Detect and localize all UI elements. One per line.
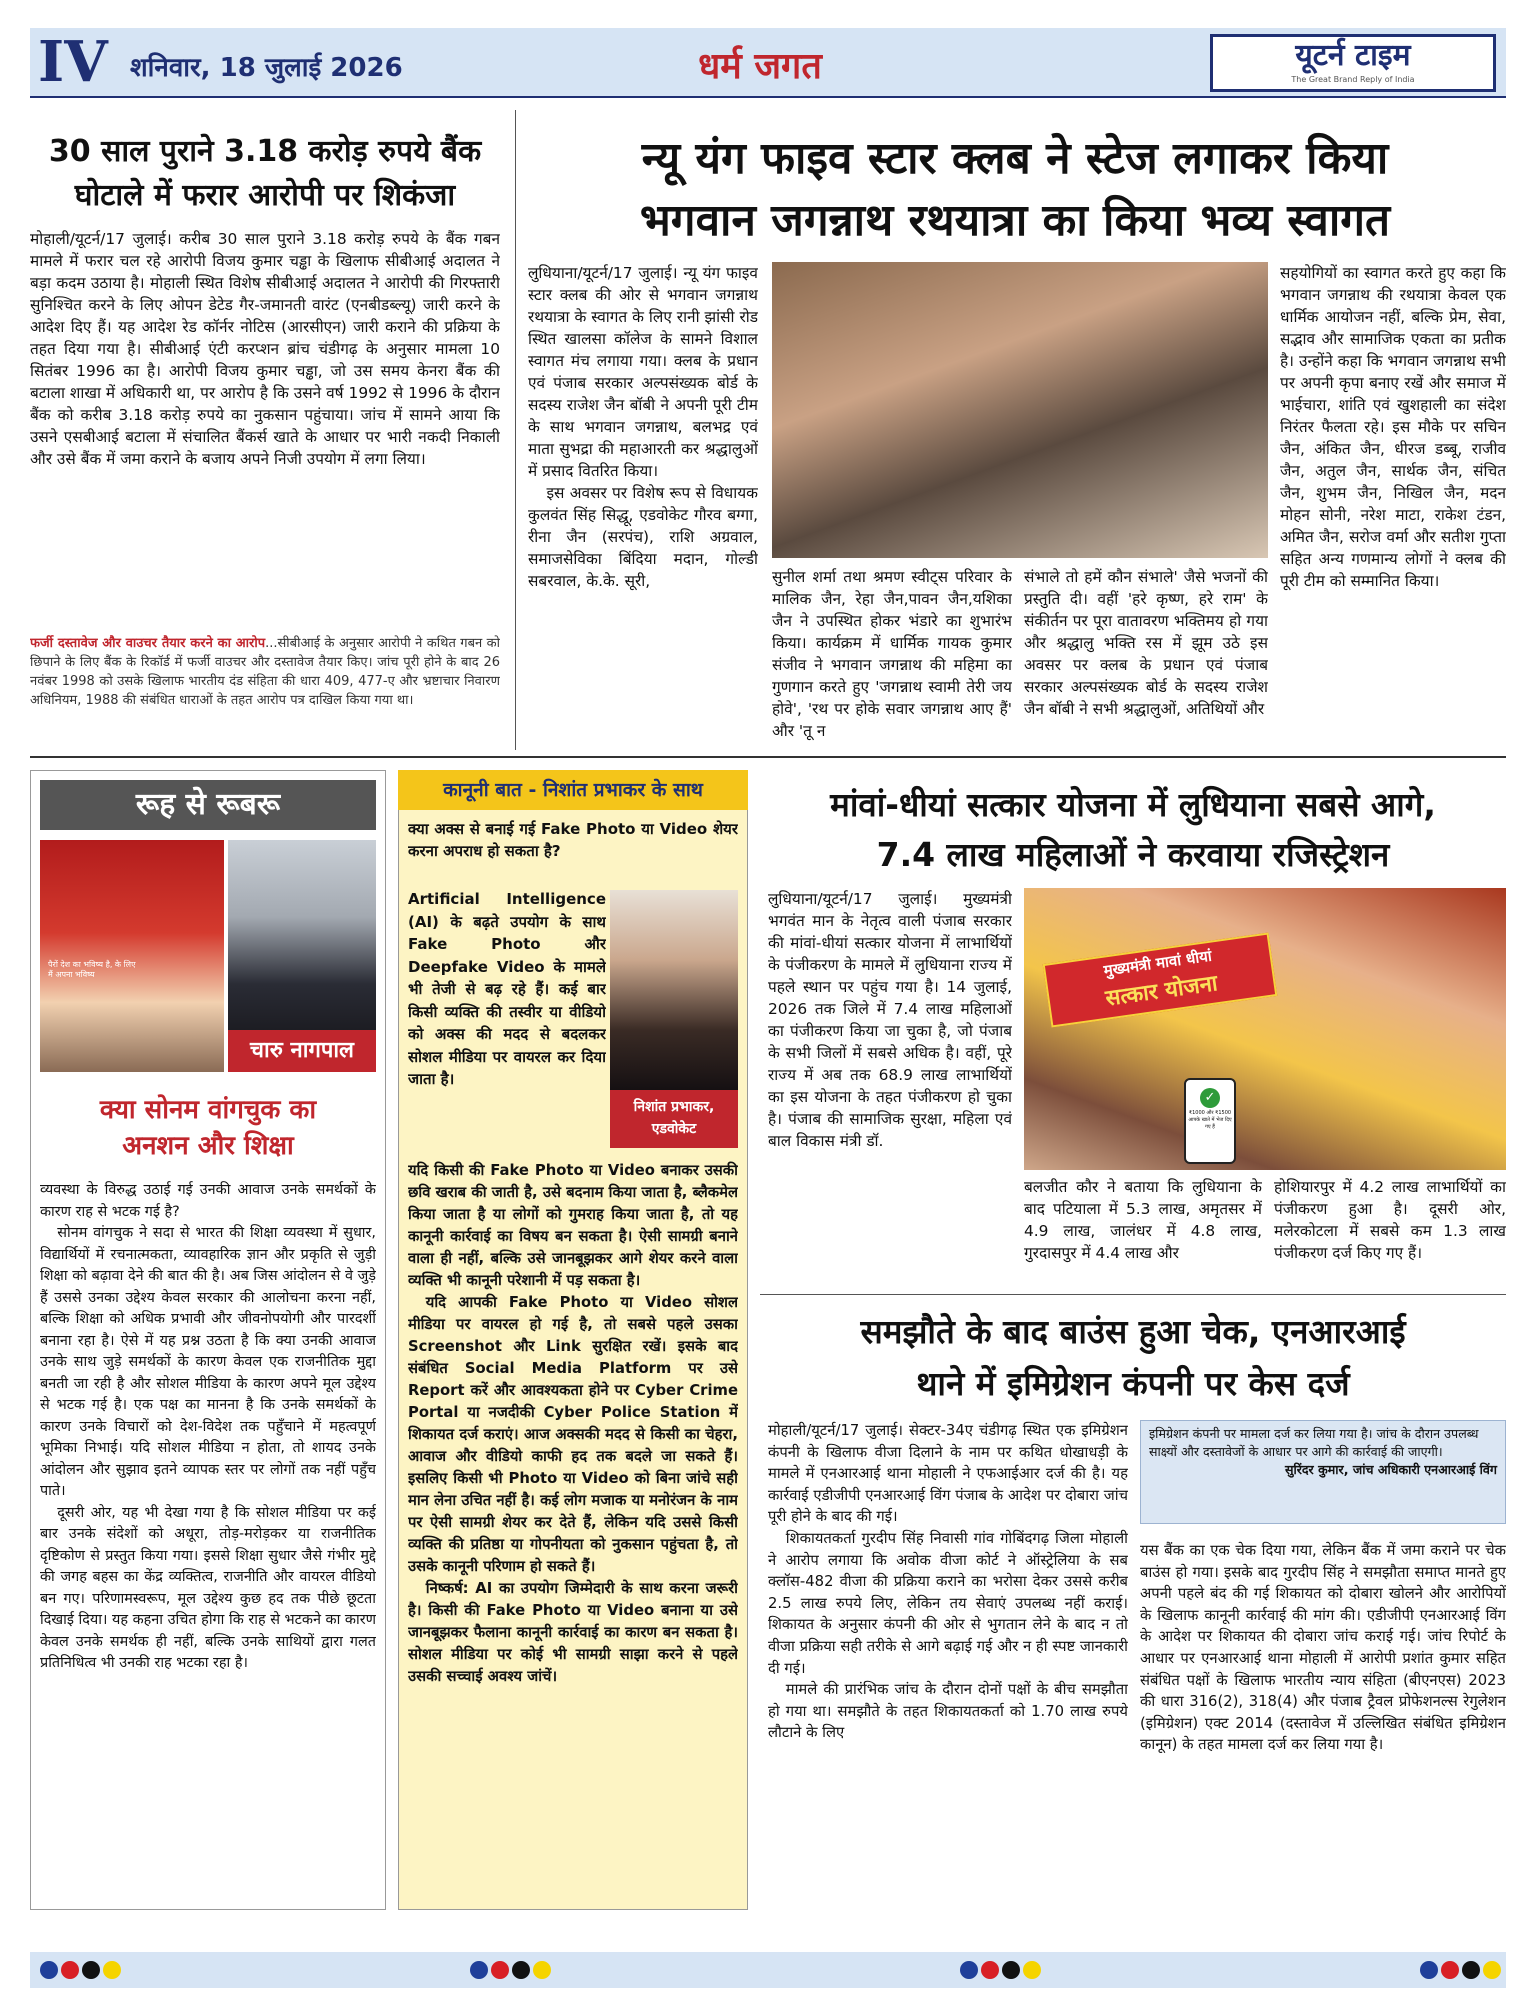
rathyatra-photo <box>772 262 1268 558</box>
story6-headline-line2: थाने में इमिग्रेशन कंपनी पर केस दर्ज <box>916 1364 1350 1403</box>
registration-dot <box>1420 1961 1438 1979</box>
story6-col1 <box>768 1420 1128 1908</box>
story3-paragraph3: दूसरी ओर, यह भी देखा गया है कि सोशल मीडिया पर कई बार उनके संदेशों को अधूरा, तोड़-मरोड़कर या राजनीतिक दृष्टिकोण से प्रस्तुत किया गया। इससे शिक्षा सुधार जैसे गंभीर मुद्दे की जगह बहस का केंद्र व्यक्तित्व, राजनीति और वायरल वीडियो बन गए। परिणामस्वरूप, मूल उद्देश्य कुछ हद तक पीछे छूटता दिखाई दिया। यह कहना उचित होगा कि राह से भटकने का कारण केवल उनके समर्थक ही नहीं, बल्कि उनके साथियों द्वारा गलत प्रतिनिधित्व भी उनकी राह भटका रहा है। <box>40 1504 376 1671</box>
story2-headline <box>525 128 1505 252</box>
story1-paragraph: मोहाली/यूटर्न/17 जुलाई। करीब 30 साल पुराने 3.18 करोड़ रुपये के बैंक गबन मामले में फरार चल रहे आरोपी विजय कुमार चड्ढा के खिलाफ सीबीआई अदालत ने बड़ा कदम उठाया है। मोहाली स्थित विशेष सीबीआई अदालत ने आरोपी की गिरफ्तारी सुनिश्चित करने के लिए ओपन डेटेड गैर-जमानती वारंट (एनबीडब्ल्यू) जारी करने के आदेश दिए हैं। यह आदेश रेड कॉर्नर नोटिस (आरसीएन) जारी कराने की प्रक्रिया के तहत दिया गया है। सीबीआई एंटी करप्शन ब्रांच चंडीगढ़ के अनुसार मामला 10 सितंबर 1996 का है। आरोपी विजय कुमार चड्ढा, जो उस समय केनरा बैंक की बटाला शाखा में अधिकारी था, पर आरोप है कि उसने वर्ष 1992 से 1996 के दौरान बैंक को करीब 3.18 करोड़ रुपये का नुकसान पहुंचाया। जांच में सामने आया कि उसने एसबीआई बटाला में संचालित बैंकर्स खाते के आधार पर भारी नकदी निकाली और उसे बैंक में जमा कराने के बजाय अपने निजी उपयोग में लगा लिया। <box>30 230 500 468</box>
story4-intro <box>408 888 606 1156</box>
story4-question <box>408 818 738 884</box>
story2-col2 <box>772 566 1012 748</box>
story2-col2-paragraph: सुनील शर्मा तथा श्रमण स्वीट्स परिवार के मालिक जैन, रेहा जैन,पावन जैन,यशिका जैन ने उपस्थित होकर भंडारे का शुभारंभ किया। कार्यक्रम में धार्मिक गायक कुमार संजीव ने भगवान जगन्नाथ की महिमा का गुणगान करते हुए 'जगन्नाथ स्वामी तेरी जय होवे', 'रथ पर होके सवार जगन्नाथ आए हैं' और 'तू न <box>772 568 1012 740</box>
scheme-banner-line2: सत्कार योजना <box>1104 971 1220 1012</box>
story1-headline-line2: घोटाले में फरार आरोपी पर शिकंजा <box>74 178 456 213</box>
section-title: धर्म जगत <box>698 46 822 87</box>
quote-box <box>1140 1420 1506 1524</box>
registration-dot <box>1483 1961 1501 1979</box>
story2-col1-paragraph1: लुधियाना/यूटर्न/17 जुलाई। न्यू यंग फाइव स्टार क्लब की ओर से भगवान जगन्नाथ रथयात्रा के स्वागत के लिए रानी झांसी रोड स्थित खालसा कॉलेज के सामने विशाल स्वागत मंच लगाया गया। क्लब के प्रधान एवं पंजाब सरकार अल्पसंख्यक बोर्ड के सदस्य राजेश जैन बॉबी ने अपनी पूरी टीम के साथ भगवान जगन्नाथ, बलभद्र एवं माता सुभद्रा की महाआरती कर श्रद्धालुओं में प्रसाद वितरित किया। <box>528 264 758 480</box>
scheme-banner-line1: मुख्यमंत्री मावां धीयां <box>1102 946 1213 980</box>
story6-paragraph2: शिकायतकर्ता गुरदीप सिंह निवासी गांव गोबिंदगढ़ जिला मोहाली ने आरोप लगाया कि अवोक वीजा कोर्ट ने ऑस्ट्रेलिया के सब क्लॉस-482 वीजा की प्रक्रिया कराने का भरोसा देकर उससे करीब 2.5 लाख रुपये लिए, लेकिन तय सेवाएं उपलब्ध नहीं कराई। शिकायत के अनुसार कंपनी की ओर से भुगतान लेने के बाद न तो वीजा प्रक्रिया सही तरीके से आगे बढ़ाई गई और न ही स्पष्ट जानकारी दी गई। <box>768 1529 1128 1677</box>
story2-col1 <box>528 262 758 748</box>
registration-dot <box>1462 1961 1480 1979</box>
story1-box-text: ...सीबीआई के अनुसार आरोपी ने कथित गबन को छिपाने के लिए बैंक के रिकॉर्ड में फर्जी वाउचर और दस्तावेज तैयार किए। जांच पूरी होने के बाद 26 नवंबर 1998 को उसके खिलाफ भारतीय दंड संहिता की धारा 409, 477-ए और भ्रष्टाचार निवारण अधिनियम, 1988 की संबंधित धाराओं के तहत आरोप पत्र दाखिल किया गया था। <box>30 636 500 708</box>
phone-graphic <box>1184 1078 1236 1164</box>
registration-group-mid <box>470 1961 554 1983</box>
poster-caption: पैरों देश का भविष्य है, के लिए मैं अपना भविष्य <box>48 960 136 979</box>
registration-dot <box>533 1961 551 1979</box>
story5-col3-paragraph: होशियारपुर में 4.2 लाख लाभार्थियों का पंजीकरण हुआ है। दूसरी ओर, मलेरकोटला में सबसे कम 1.3 लाख पंजीकरण दर्ज किए गए हैं। <box>1274 1178 1506 1262</box>
story4-body <box>408 1160 738 1902</box>
quote-attribution: सुरिंदर कुमार, जांच अधिकारी एनआरआई विंग <box>1284 1462 1497 1477</box>
story3-box-title: रूह से रूबरू <box>40 780 376 830</box>
registration-dot <box>491 1961 509 1979</box>
registration-marks <box>0 1961 1536 1979</box>
story5-col1-paragraph: लुधियाना/यूटर्न/17 जुलाई। मुख्यमंत्री भगवंत मान के नेतृत्व वाली पंजाब सरकार की मांवां-धीयां सत्कार योजना में लाभार्थियों के पंजीकरण के मामले में लुधियाना राज्य में पहले स्थान पर पहुंच गया है। 14 जुलाई, 2026 तक जिले में 7.4 लाख महिलाओं का पंजीकरण किया जा चुका है, जो पंजाब के सभी जिलों में सबसे अधिक है। वहीं, पूरे राज्य में अब तक 68.9 लाख लाभार्थियों का इस योजना के तहत पंजीकरण हो चुका है। पंजाब की सामाजिक सुरक्षा, महिला एवं बाल विकास मंत्री डॉ. <box>768 890 1012 1150</box>
story1-body <box>30 228 500 632</box>
story4-intro-text: Artificial Intelligence (AI) के बढ़ते उपयोग के साथ Fake Photo और Deepfake Video के मामले भी तेजी से बढ़ रहे हैं। कई बार किसी व्यक्ति की तस्वीर या वीडियो को अक्स की मदद से बदलकर सोशल मीडिया पर वायरल कर दिया जाता है। <box>408 890 606 1088</box>
story2-col3-paragraph: संभाले तो हमें कौन संभाले' जैसे भजनों की प्रस्तुति दी। वहीं 'हरे कृष्ण, हरे राम' के संकीर्तन पर पूरा वातावरण भक्तिमय हो गया और श्रद्धालु भक्ति रस में झूम उठे इस अवसर पर क्लब के प्रधान एवं पंजाब सरकार अल्पसंख्यक बोर्ड के सदस्य राजेश जैन बॉबी ने सभी श्रद्धालुओं, अतिथियों और <box>1024 568 1268 718</box>
story6-divider <box>760 1294 1506 1295</box>
story2-col1-paragraph2: इस अवसर पर विशेष रूप से विधायक कुलवंत सिंह सिद्धू, एडवोकेट गौरव बग्गा, रीना जैन (सरपंच), राशि अग्रवाल, समाजसेविका बिंदिया मदान, गोल्डी सबरवाल, के.के. सूरी, <box>528 484 758 590</box>
advocate-photo <box>610 890 738 1090</box>
story6-headline <box>760 1306 1506 1410</box>
registration-dot <box>1023 1961 1041 1979</box>
registration-group-right <box>1420 1961 1504 1983</box>
story5-col2-paragraph: बलजीत कौर ने बताया कि लुधियाना के बाद पटियाला में 5.3 लाख, अमृतसर में 4.9 लाख, जालंधर में 4.8 लाख, गुरदासपुर में 4.4 लाख और <box>1024 1178 1262 1262</box>
story5-col3 <box>1274 1176 1506 1286</box>
section-divider <box>30 756 1506 758</box>
story3-headline-line2: अनशन और शिक्षा <box>122 1131 294 1161</box>
story4-paragraph2: यदि किसी की Fake Photo या Video बनाकर उसकी छवि खराब की जाती है, उसे बदनाम किया जाता है, ब्लैकमेल किया जाता है या लोगों को गुमराह किया जाता है, तो यह कानूनी कार्रवाई का विषय बन सकता है। ऐसी सामग्री बनाने वाला ही नहीं, बल्कि उसे जानबूझकर आगे शेयर करने वाला व्यक्ति भी कानूनी परेशानी में पड़ सकता है। <box>408 1162 738 1289</box>
page-number: IV <box>38 29 108 95</box>
scheme-banner <box>1043 932 1278 1027</box>
brand-logo <box>1210 34 1496 92</box>
story6-col2-paragraph: यस बैंक का एक चेक दिया गया, लेकिन बैंक में जमा कराने पर चेक बाउंस हो गया। इसके बाद गुरदीप सिंह ने समझौता समाप्त मानते हुए अपनी पहले बंद की गई शिकायत को दोबारा खोलने और आरोपियों के खिलाफ कानूनी कार्रवाई की मांग की। एडीजीपी एनआरआई विंग के आदेश पर शिकायत की दोबारा जांच कराई गई। जांच रिपोर्ट के आधार पर एनआरआई थाना मोहाली में आरोपी प्रशांत कुमार सहित संबंधित पक्षों के खिलाफ भारतीय न्याय संहिता (बीएनएस) 2023 की धारा 316(2), 318(4) और पंजाब ट्रैवल प्रोफेशनल्स रेगुलेशन (इमिग्रेशन) एक्ट 2014 (दस्तावेज में उल्लिखित संबंधित इमिग्रेशन कानून) के तहत मामला दर्ज कर लिया गया है। <box>1140 1542 1506 1754</box>
quote-text: इमिग्रेशन कंपनी पर मामला दर्ज कर लिया गया है। जांच के दौरान उपलब्ध साक्ष्यों और दस्तावेजों के आधार पर आगे की कार्रवाई की जाएगी। <box>1149 1426 1479 1459</box>
registration-group-left <box>40 1961 124 1983</box>
story4-paragraph3: यदि आपकी Fake Photo या Video सोशल मीडिया पर वायरल हो गई है, तो सबसे पहले उसका Screenshot और Link सुरक्षित रखें। इसके बाद संबंधित Social Media Platform पर उसे Report करें और आवश्यकता होने पर Cyber Crime Portal या नजदीकी Cyber Police Station में शिकायत दर्ज कराएं। आज अक्सकी मदद से किसी का चेहरा, आवाज और वीडियो काफी हद तक बदले जा सकते हैं। इसलिए किसी भी Photo या Video को बिना जांचे सही मान लेना उचित नहीं है। कई लोग मजाक या मनोरंजन के नाम पर ऐसी सामग्री शेयर कर देते हैं, लेकिन यदि उससे किसी व्यक्ति की प्रतिष्ठा या गोपनीयता को नुकसान पहुंचता है, तो उसके कानूनी परिणाम हो सकते हैं। <box>408 1294 738 1575</box>
story6-col2 <box>1140 1540 1506 1908</box>
story4-paragraph4: निष्कर्ष: AI का उपयोग जिम्मेदारी के साथ करना जरूरी है। किसी की Fake Photo या Video बनाना या उसे जानबूझकर फैलाना कानूनी कार्रवाई का कारण बन सकता है। सोशल मीडिया पर कोई भी सामग्री साझा करने से पहले उसकी सच्चाई अवश्य जांचें। <box>408 1580 738 1685</box>
registration-dot <box>512 1961 530 1979</box>
story1-headline <box>30 130 500 218</box>
story6-headline-line1: समझौते के बाद बाउंस हुआ चेक, एनआरआई <box>860 1312 1406 1351</box>
story5-headline <box>760 780 1506 880</box>
story2-col4-paragraph: सहयोगियों का स्वागत करते हुए कहा कि भगवान जगन्नाथ की रथयात्रा केवल एक धार्मिक आयोजन नहीं, बल्कि प्रेम, सेवा, सद्भाव और सामाजिक एकता का प्रतीक है। उन्होंने कहा कि भगवान जगन्नाथ सभी पर अपनी कृपा बनाए रखें और समाज में भाईचारा, शांति एवं खुशहाली का संदेश निरंतर फैलता रहे। इस मौके पर सचिन जैन, अंकित जैन, धीरज डब्बू, राजीव जैन, अतुल जैन, सार्थक जैन, संचित जैन, शुभम जैन, निखिल जैन, मदन मोहन सोनी, नरेश माटा, राकेश टंडन, अमित जैन, सरोज वर्मा और सतीश गुप्ता सहित अन्य गणमान्य लोगों ने क्लब की पूरी टीम को सम्मानित किया। <box>1280 264 1506 590</box>
registration-dot <box>40 1961 58 1979</box>
brand-name: यूटर्न टाइम <box>1295 38 1411 73</box>
story5-col2 <box>1024 1176 1262 1286</box>
check-icon: ✓ <box>1200 1088 1220 1108</box>
story2-headline-line2: भगवान जगन्नाथ रथयात्रा का किया भव्य स्वागत <box>639 195 1391 246</box>
scheme-photo <box>1024 888 1506 1170</box>
story5-headline-line2: 7.4 लाख महिलाओं ने करवाया रजिस्ट्रेशन <box>876 835 1390 874</box>
story3-headline-line1: क्या सोनम वांगचुक का <box>99 1095 317 1125</box>
registration-dot <box>103 1961 121 1979</box>
story5-col1 <box>768 888 1012 1282</box>
story3-body <box>40 1180 376 1902</box>
issue-date: शनिवार, 18 जुलाई 2026 <box>130 53 403 83</box>
registration-dot <box>981 1961 999 1979</box>
story4-header: कानूनी बात - निशांत प्रभाकर के साथ <box>398 770 748 810</box>
registration-dot <box>61 1961 79 1979</box>
phone-text: ₹1000 और ₹1500 आपके खाते में भेज दिए गए हैं <box>1188 1110 1232 1130</box>
registration-group-mid2 <box>960 1961 1044 1983</box>
story1-headline-line1: 30 साल पुराने 3.18 करोड़ रुपये बैंक <box>48 134 482 169</box>
story1-box <box>30 634 500 744</box>
author-name: चारु नागपाल <box>228 1030 376 1072</box>
brand-tagline: The Great Brand Reply of India <box>1291 75 1415 84</box>
registration-dot <box>960 1961 978 1979</box>
registration-dot <box>1002 1961 1020 1979</box>
wangchuk-photo <box>40 840 224 1072</box>
story3-paragraph2: सोनम वांगचुक ने सदा से भारत की शिक्षा व्यवस्था में सुधार, विद्यार्थियों में रचनात्मकता, व्यावहारिक ज्ञान और प्रकृति से जुड़ी शिक्षा को बढ़ावा देने की बात की है। अब जिस आंदोलन से वे जुड़े हैं उससे उनका उद्देश्य केवल सरकार की आलोचना करना नहीं, बल्कि शिक्षा को अधिक प्रभावी और जीवनोपयोगी और पारदर्शी बनाना रहा है। ऐसे में यह प्रश्न उठता है कि क्या उनकी आवाज उनके साथ जुड़े समर्थकों के कारण केवल एक राजनीतिक मुद्दा बनती जा रही है और सोशल मीडिया के कारण अपने मूल उद्देश्य से भटक गई है। एक पक्ष का मानना है कि उनके समर्थकों के कारण उनके विचारों को देश-विदेश तक पहुँचाने में महत्वपूर्ण भूमिका निभाई। यदि सोशल मीडिया न होता, तो शायद उनके आंदोलन और सुझाव इतने व्यापक स्तर पर लोगों तक नहीं पहुँच पाते। <box>40 1225 376 1499</box>
registration-dot <box>1441 1961 1459 1979</box>
registration-dot <box>82 1961 100 1979</box>
story1-box-lead: फर्जी दस्तावेज और वाउचर तैयार करने का आरोप <box>30 636 266 651</box>
story3-headline <box>40 1092 376 1164</box>
story2-col3 <box>1024 566 1268 748</box>
story4-question-text: क्या अक्स से बनाई गई Fake Photo या Video शेयर करना अपराध हो सकता है? <box>408 820 738 860</box>
story6-paragraph1: मोहाली/यूटर्न/17 जुलाई। सेक्टर-34ए चंडीगढ़ स्थित एक इमिग्रेशन कंपनी के खिलाफ वीजा दिलाने के नाम पर कथित धोखाधड़ी के मामले में एनआरआई थाना मोहाली ने एफआईआर दर्ज की है। यह कार्रवाई एडीजीपी एनआरआई विंग पंजाब के आदेश पर दोबारा जांच पूरी होने के बाद की गई। <box>768 1422 1128 1526</box>
author-photo <box>228 840 376 1032</box>
story2-headline-line1: न्यू यंग फाइव स्टार क्लब ने स्टेज लगाकर किया <box>641 133 1389 184</box>
advocate-caption: निशांत प्रभाकर, एडवोकेट <box>610 1090 738 1148</box>
registration-dot <box>470 1961 488 1979</box>
story3-paragraph1: व्यवस्था के विरुद्ध उठाई गई उनकी आवाज उनके समर्थकों के कारण राह से भटक गई है? <box>40 1182 376 1220</box>
column-divider <box>515 110 516 750</box>
story2-col4 <box>1280 262 1506 748</box>
story6-paragraph3: मामले की प्रारंभिक जांच के दौरान दोनों पक्षों के बीच समझौता हो गया था। समझौते के तहत शिकायतकर्ता को 1.70 लाख रुपये लौटाने के लिए <box>768 1681 1128 1742</box>
story5-headline-line1: मांवां-धीयां सत्कार योजना में लुधियाना सबसे आगे, <box>830 785 1436 824</box>
